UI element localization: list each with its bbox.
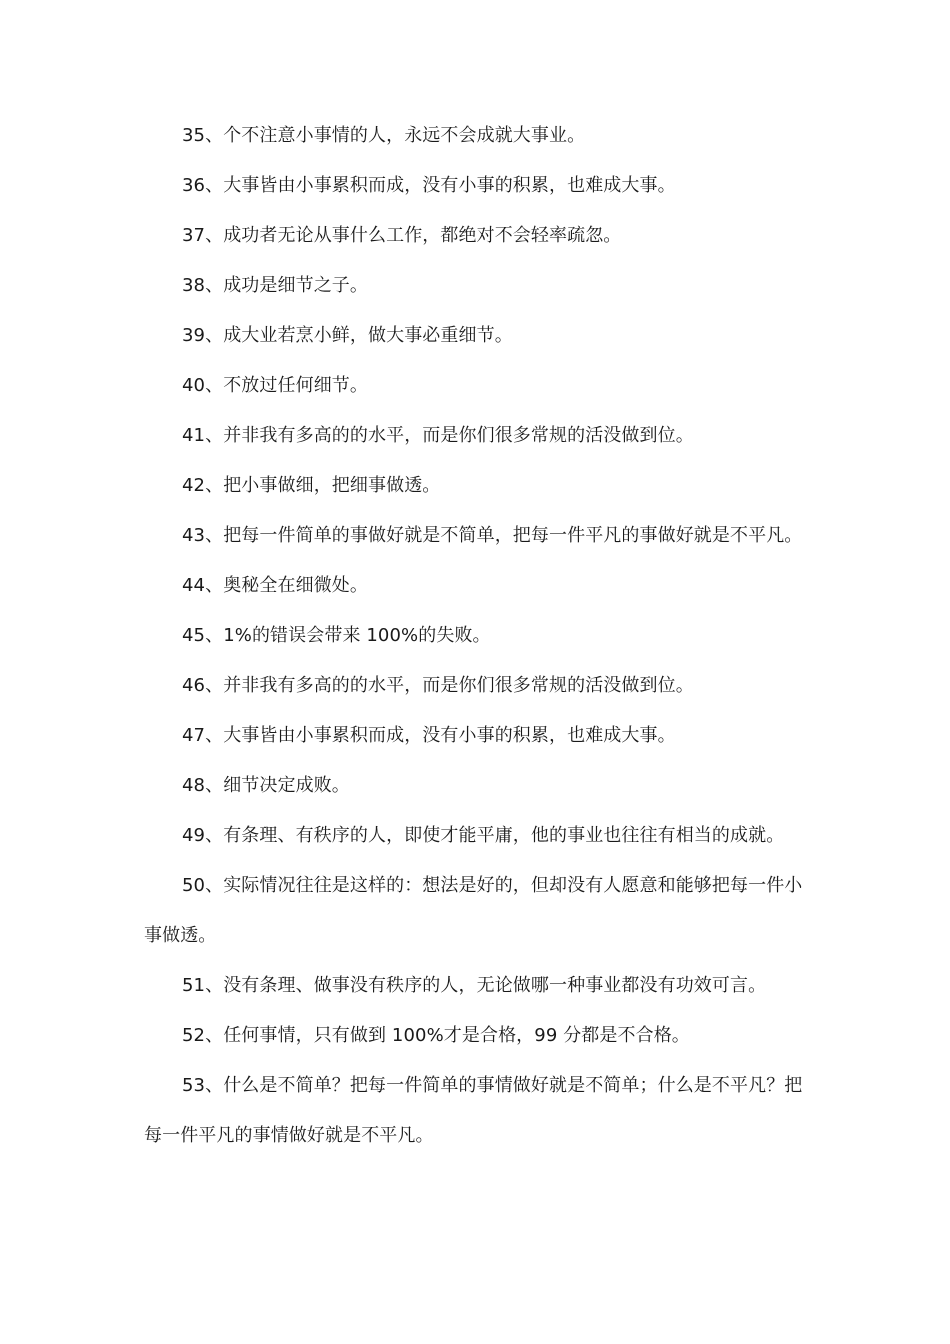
paragraph-52: 52、任何事情，只有做到 100%才是合格，99 分都是不合格。 — [182, 1025, 690, 1046]
paragraph-36: 36、大事皆由小事累积而成，没有小事的积累，也难成大事。 — [182, 175, 676, 196]
paragraph-40: 40、不放过任何细节。 — [182, 375, 369, 396]
paragraph-49: 49、有条理、有秩序的人，即使才能平庸，他的事业也往往有相当的成就。 — [182, 825, 785, 846]
paragraph-38: 38、成功是细节之子。 — [182, 275, 369, 296]
paragraph-43: 43、把每一件简单的事做好就是不简单，把每一件平凡的事做好就是不平凡。 — [182, 525, 803, 546]
paragraph-50: 50、实际情况往往是这样的：想法是好的，但却没有人愿意和能够把每一件小事做透。 — [144, 875, 803, 946]
paragraph-53: 53、什么是不简单？把每一件简单的事情做好就是不简单；什么是不平凡？把每一件平凡的事情做好就是不平凡。 — [144, 1075, 803, 1146]
paragraph-42: 42、把小事做细，把细事做透。 — [182, 475, 441, 496]
paragraph-51: 51、没有条理、做事没有秩序的人，无论做哪一种事业都没有功效可言。 — [182, 975, 767, 996]
paragraph-46: 46、并非我有多高的的水平，而是你们很多常规的活没做到位。 — [182, 675, 694, 696]
paragraph-37: 37、成功者无论从事什么工作，都绝对不会轻率疏忽。 — [182, 225, 622, 246]
paragraph-44: 44、奥秘全在细微处。 — [182, 575, 369, 596]
document-body — [144, 111, 808, 1161]
paragraph-41: 41、并非我有多高的的水平，而是你们很多常规的活没做到位。 — [182, 425, 694, 446]
paragraph-47: 47、大事皆由小事累积而成，没有小事的积累，也难成大事。 — [182, 725, 676, 746]
paragraph-35: 35、个不注意小事情的人，永远不会成就大事业。 — [182, 125, 586, 146]
paragraph-39: 39、成大业若烹小鲜，做大事必重细节。 — [182, 325, 513, 346]
paragraph-45: 45、1%的错误会带来 100%的失败。 — [182, 625, 491, 646]
paragraph-48: 48、细节决定成败。 — [182, 775, 350, 796]
